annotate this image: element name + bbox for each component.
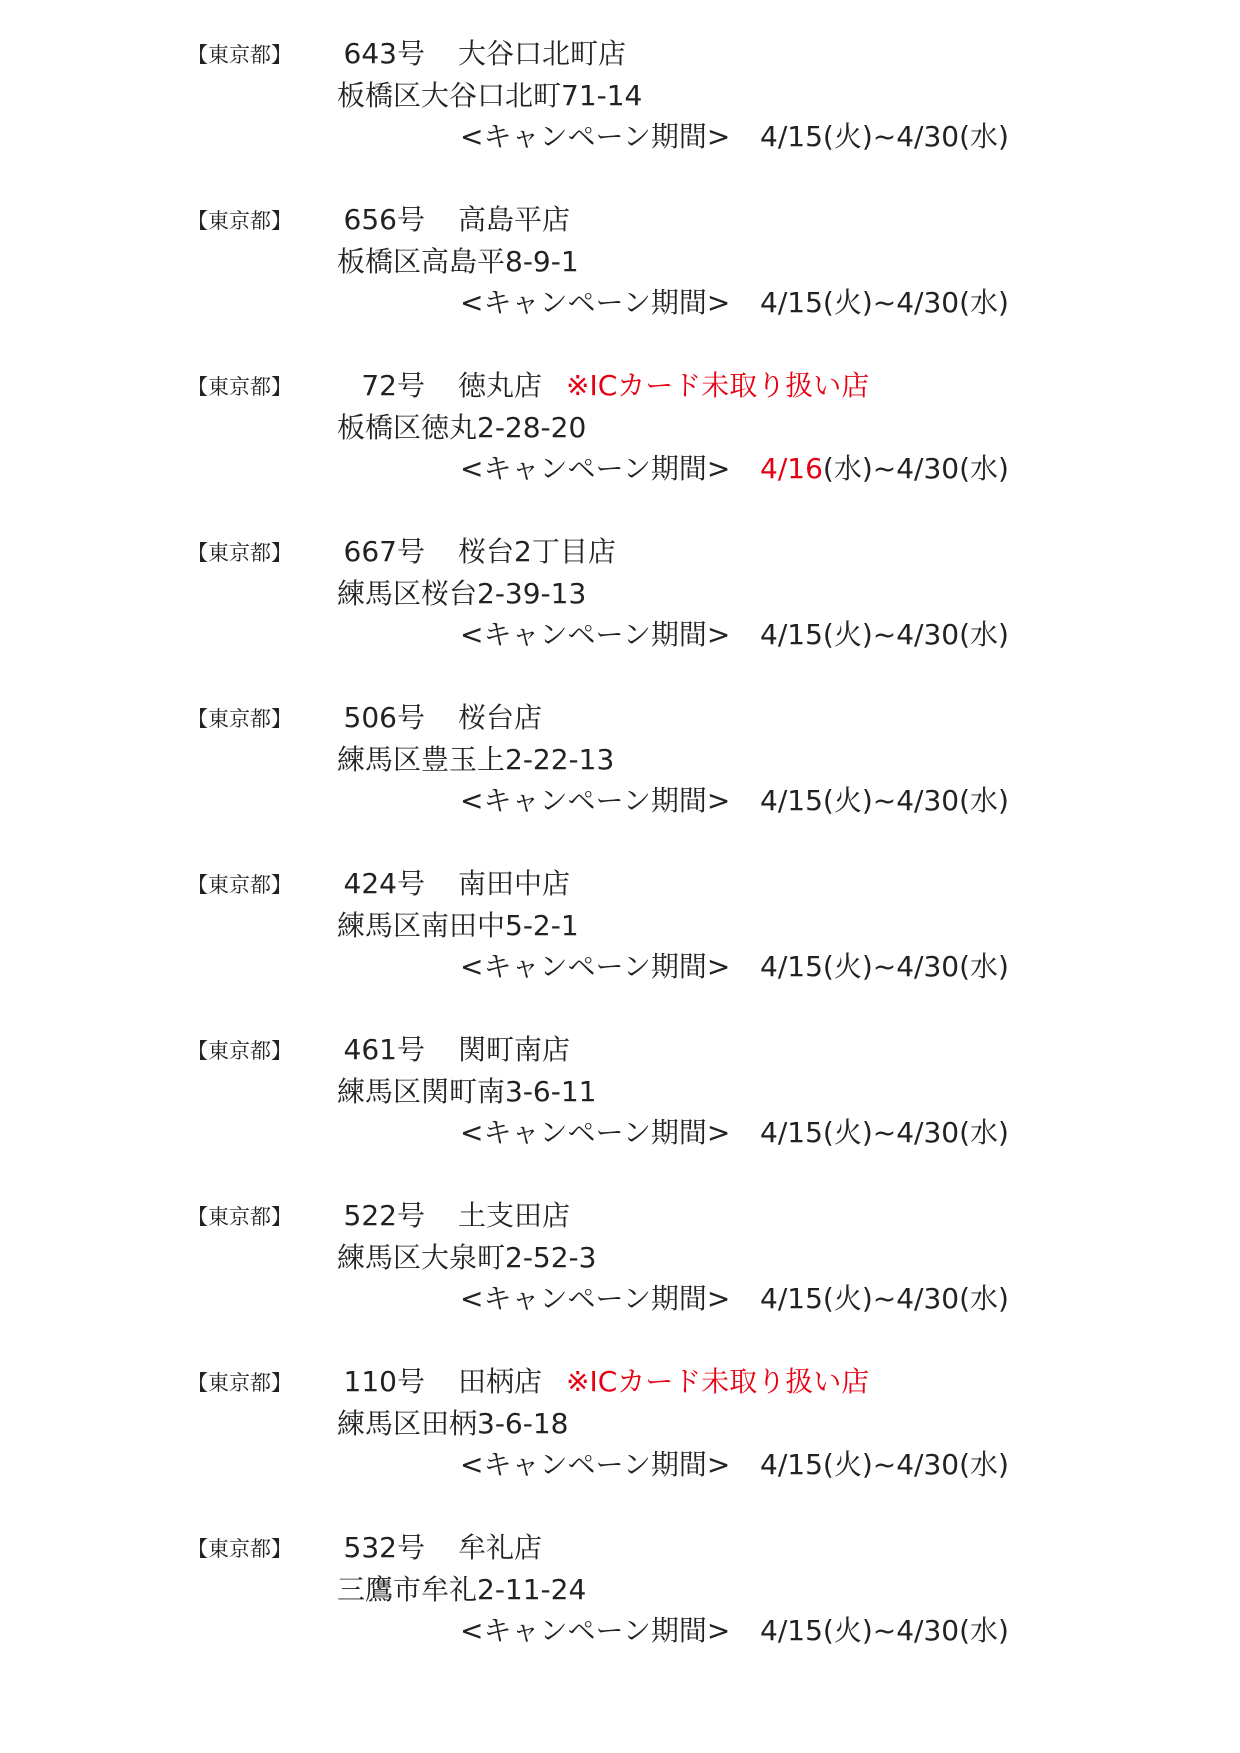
ic-card-note: ※ICカード未取り扱い店 <box>566 369 870 402</box>
store-number: 522号 <box>343 1199 425 1232</box>
store-number: 72号 <box>361 369 425 402</box>
campaign-period-label: <キャンペーン期間> <box>460 120 731 153</box>
store-number: 110号 <box>343 1365 425 1398</box>
store-number: 424号 <box>343 867 425 900</box>
period-rest: (火)~4/30(水) <box>822 618 1009 651</box>
campaign-period-label: <キャンペーン期間> <box>460 618 731 651</box>
store-entry <box>0 1361 1240 1527</box>
ic-card-note: ※ICカード未取り扱い店 <box>566 1365 870 1398</box>
prefecture-label: 【東京都】 <box>187 707 292 731</box>
store-name: 関町南店 <box>458 1033 571 1066</box>
campaign-period <box>760 617 1009 653</box>
prefecture-label: 【東京都】 <box>187 209 292 233</box>
period-start: 4/15 <box>760 1282 823 1315</box>
period-start: 4/15 <box>760 286 823 319</box>
store-number: 656号 <box>343 203 425 236</box>
period-rest: (火)~4/30(水) <box>822 120 1009 153</box>
campaign-period <box>760 119 1009 155</box>
campaign-period <box>760 1281 1009 1317</box>
store-entry <box>0 1029 1240 1195</box>
store-address: 板橋区高島平8-9-1 <box>337 245 579 278</box>
campaign-period-label: <キャンペーン期間> <box>460 1448 731 1481</box>
campaign-period-label: <キャンペーン期間> <box>460 452 731 485</box>
prefecture-label: 【東京都】 <box>187 541 292 565</box>
campaign-period-label: <キャンペーン期間> <box>460 1116 731 1149</box>
store-address: 練馬区南田中5-2-1 <box>337 909 579 942</box>
store-entry <box>0 531 1240 697</box>
store-entry <box>0 1527 1240 1693</box>
store-address: 練馬区大泉町2-52-3 <box>337 1241 597 1274</box>
store-entry <box>0 1195 1240 1361</box>
period-start: 4/15 <box>760 1116 823 1149</box>
store-address: 練馬区田柄3-6-18 <box>337 1407 569 1440</box>
campaign-period <box>760 1115 1009 1151</box>
store-entry <box>0 863 1240 1029</box>
period-start: 4/15 <box>760 950 823 983</box>
period-start: 4/15 <box>760 120 823 153</box>
period-rest: (火)~4/30(水) <box>822 1116 1009 1149</box>
store-address: 板橋区徳丸2-28-20 <box>337 411 587 444</box>
campaign-period <box>760 949 1009 985</box>
store-name: 南田中店 <box>458 867 571 900</box>
campaign-period <box>760 1613 1009 1649</box>
campaign-period-label: <キャンペーン期間> <box>460 1614 731 1647</box>
store-name: 桜台2丁目店 <box>458 535 616 568</box>
store-name: 桜台店 <box>458 701 543 734</box>
period-start: 4/15 <box>760 618 823 651</box>
period-start: 4/15 <box>760 784 823 817</box>
store-number: 461号 <box>343 1033 425 1066</box>
prefecture-label: 【東京都】 <box>187 873 292 897</box>
store-name: 土支田店 <box>458 1199 571 1232</box>
store-address: 練馬区豊玉上2-22-13 <box>337 743 615 776</box>
period-start: 4/16 <box>760 452 823 485</box>
campaign-period <box>760 451 1009 487</box>
period-rest: (火)~4/30(水) <box>822 1282 1009 1315</box>
period-rest: (火)~4/30(水) <box>822 286 1009 319</box>
prefecture-label: 【東京都】 <box>187 43 292 67</box>
store-name: 高島平店 <box>458 203 571 236</box>
prefecture-label: 【東京都】 <box>187 1537 292 1561</box>
store-address: 練馬区関町南3-6-11 <box>337 1075 597 1108</box>
prefecture-label: 【東京都】 <box>187 375 292 399</box>
campaign-period-label: <キャンペーン期間> <box>460 286 731 319</box>
store-number: 506号 <box>343 701 425 734</box>
campaign-period-label: <キャンペーン期間> <box>460 1282 731 1315</box>
store-entry <box>0 199 1240 365</box>
store-name: 田柄店 <box>458 1365 543 1398</box>
period-start: 4/15 <box>760 1448 823 1481</box>
period-rest: (火)~4/30(水) <box>822 1448 1009 1481</box>
period-rest: (水)~4/30(水) <box>822 452 1009 485</box>
prefecture-label: 【東京都】 <box>187 1371 292 1395</box>
prefecture-label: 【東京都】 <box>187 1039 292 1063</box>
period-rest: (火)~4/30(水) <box>822 784 1009 817</box>
store-address: 練馬区桜台2-39-13 <box>337 577 587 610</box>
store-number: 667号 <box>343 535 425 568</box>
store-entry <box>0 697 1240 863</box>
store-name: 徳丸店 <box>458 369 543 402</box>
store-entry <box>0 365 1240 531</box>
store-name: 牟礼店 <box>458 1531 543 1564</box>
store-entry <box>0 33 1240 199</box>
campaign-period-label: <キャンペーン期間> <box>460 950 731 983</box>
store-number: 532号 <box>343 1531 425 1564</box>
store-number: 643号 <box>343 37 425 70</box>
period-start: 4/15 <box>760 1614 823 1647</box>
period-rest: (火)~4/30(水) <box>822 950 1009 983</box>
campaign-period-label: <キャンペーン期間> <box>460 784 731 817</box>
store-address: 板橋区大谷口北町71-14 <box>337 79 643 112</box>
campaign-period <box>760 1447 1009 1483</box>
period-rest: (火)~4/30(水) <box>822 1614 1009 1647</box>
store-name: 大谷口北町店 <box>458 37 627 70</box>
campaign-period <box>760 783 1009 819</box>
prefecture-label: 【東京都】 <box>187 1205 292 1229</box>
campaign-period <box>760 285 1009 321</box>
store-address: 三鷹市牟礼2-11-24 <box>337 1573 587 1606</box>
